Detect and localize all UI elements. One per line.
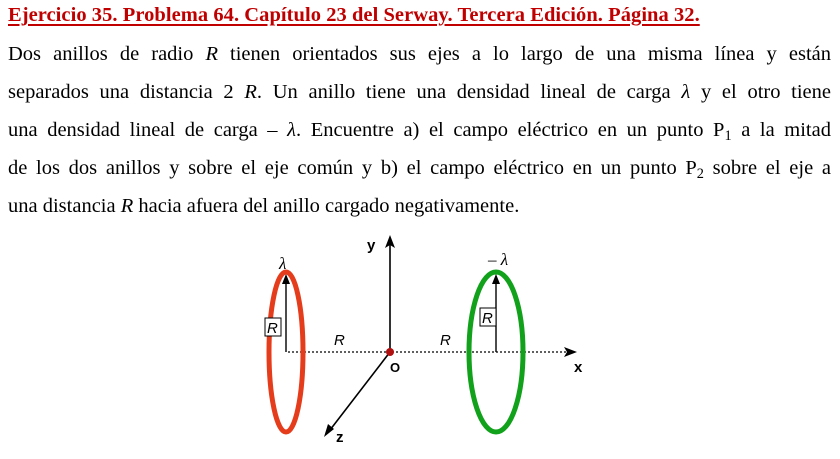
right-distance-label: R	[440, 332, 451, 349]
radius-symbol: R	[120, 195, 134, 217]
two-rings-figure	[240, 232, 600, 454]
text-segment: a la mitad	[731, 119, 831, 141]
x-axis-label: x	[574, 359, 583, 376]
z-axis	[330, 352, 390, 430]
problem-line-1	[8, 44, 831, 64]
text-segment: tienen orientados sus ejes a lo largo de una misma línea y están	[217, 43, 831, 65]
text-segment: . Un anillo tiene una densidad lineal de carga	[256, 81, 682, 103]
text-segment: Dos anillos de radio	[8, 43, 206, 65]
text-segment: sobre el eje a	[703, 157, 831, 179]
text-segment: hacia afuera del anillo cargado negativamente.	[133, 195, 520, 217]
text-segment: separados una distancia 2	[8, 81, 245, 103]
negative-charge-label: – λ	[488, 250, 509, 269]
origin-point	[386, 348, 394, 356]
right-radius-label: R	[482, 310, 493, 327]
text-segment: de los dos anillos y sobre el eje común y b) el campo eléctrico en un punto P	[8, 157, 697, 179]
exercise-title: Ejercicio 35. Problema 64. Capítulo 23 del Serway. Tercera Edición. Página 32.	[8, 4, 700, 26]
text-segment: . Encuentre a) el campo eléctrico en un punto P	[296, 119, 725, 141]
text-segment: una distancia	[8, 195, 121, 217]
problem-line-3	[8, 119, 831, 144]
text-segment: y el otro tiene	[690, 81, 832, 103]
left-radius-label: R	[267, 320, 278, 337]
origin-label: O	[390, 360, 401, 375]
problem-line-4	[8, 157, 831, 182]
text-segment: una densidad lineal de carga –	[8, 119, 288, 141]
problem-line-2	[8, 82, 831, 102]
right-radius-arrow-icon	[492, 274, 500, 284]
lambda-symbol: λ	[681, 81, 691, 103]
radius-symbol: R	[205, 43, 218, 65]
positive-charge-label: λ	[279, 254, 287, 273]
subscript-1: 1	[724, 128, 732, 144]
rings-diagram	[240, 232, 600, 454]
lambda-symbol: λ	[287, 119, 297, 141]
subscript-2: 2	[696, 166, 704, 182]
z-axis-label: z	[336, 429, 344, 446]
radius-symbol: R	[244, 81, 257, 103]
y-axis-label: y	[367, 237, 376, 254]
problem-line-5	[8, 196, 831, 216]
left-distance-label: R	[334, 332, 345, 349]
